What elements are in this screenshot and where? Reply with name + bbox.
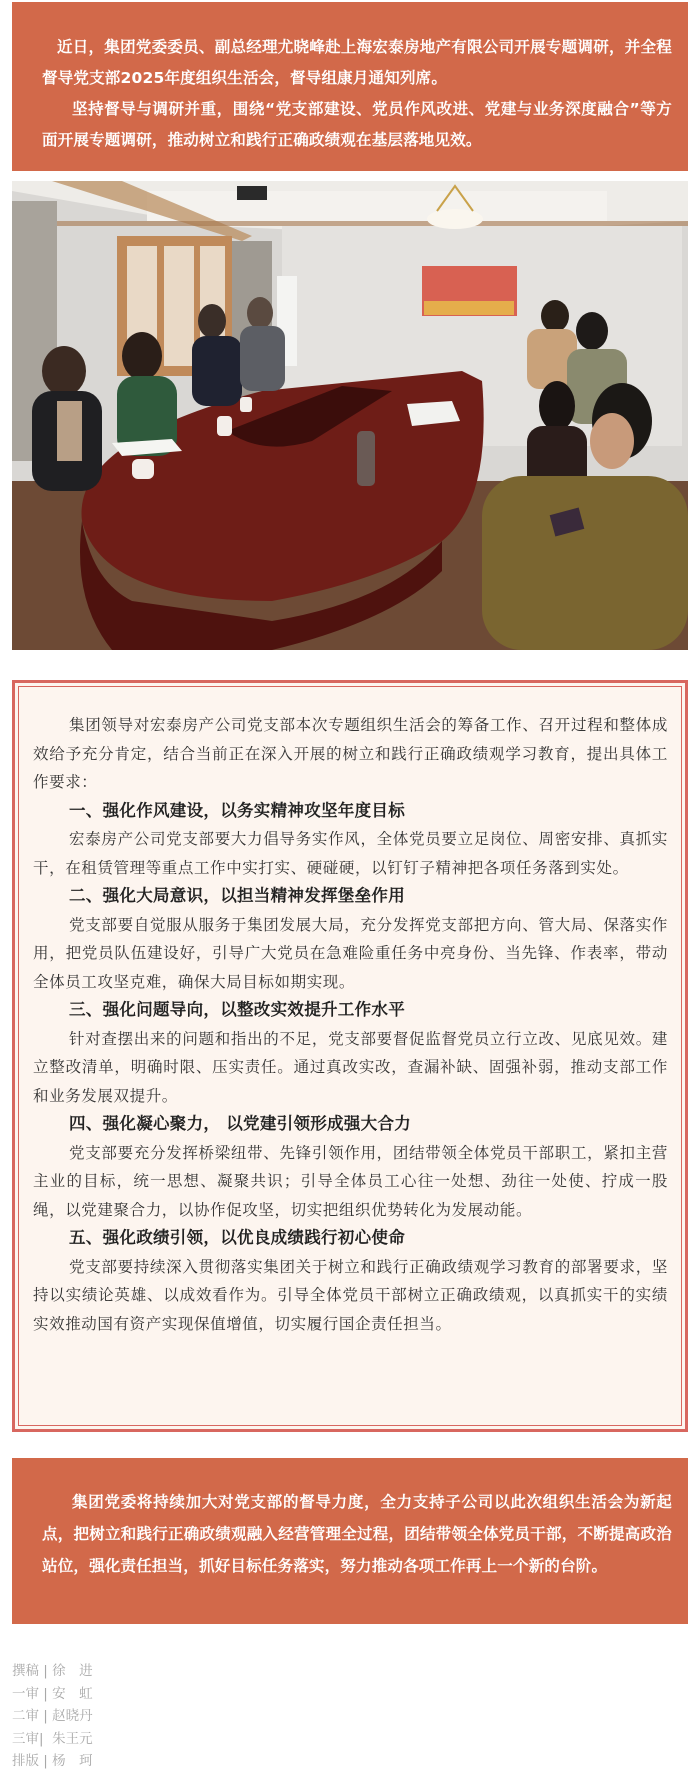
credit-role: 撰稿	[12, 1663, 39, 1679]
credit-separator: |	[39, 1753, 53, 1770]
credit-separator: |	[39, 1663, 53, 1679]
section-body-5: 党支部要持续深入贯彻落实集团关于树立和践行正确政绩观学习教育的部署要求，坚持以实绩论英雄、以成效看作为。引导全体党员干部树立正确政绩观，以真抓实干的实绩实效推动国有资产实现保值增值，切实履行国企责任担当。	[33, 1257, 668, 1333]
credit-separator: |	[39, 1730, 53, 1747]
credit-role: 三审	[12, 1730, 39, 1747]
section-heading-5: 五、强化政绩引领，以优良成绩践行初心使命	[69, 1228, 405, 1247]
requirements-opening: 集团领导对宏泰房产公司党支部本次专题组织生活会的筹备工作、召开过程和整体成效给予充分肯定，结合当前正在深入开展的树立和践行正确政绩观学习教育，提出具体工作要求：	[33, 716, 668, 791]
section-heading-3: 三、强化问题导向，以整改实效提升工作水平	[69, 1000, 405, 1019]
credit-row-writer	[12, 1660, 93, 1683]
credit-name: 赵晓丹	[52, 1708, 93, 1725]
credit-separator: |	[39, 1685, 53, 1702]
intro-box	[12, 2, 688, 171]
intro-paragraph: 坚持督导与调研并重，围绕“党支部建设、党员作风改进、党建与业务深度融合”等方面开展专题调研，推动树立和践行正确政绩观在基层落地见效。	[42, 100, 672, 149]
conference-room-illustration	[12, 181, 688, 650]
credit-role: 一审	[12, 1685, 39, 1702]
section-body-4: 党支部要充分发挥桥梁纽带、先锋引领作用，团结带领全体党员干部职工，紧扣主营主业的目标，统一思想、凝聚共识；引导全体员工心往一处想、劲往一处使、拧成一股绳，以党建聚合力，以协作促攻坚，切实把组织优势转化为发展动能。	[33, 1143, 668, 1219]
section-heading-4: 四、强化凝心聚力， 以党建引领形成强大合力	[69, 1114, 412, 1133]
credit-name: 朱王元	[52, 1730, 93, 1747]
credit-row-review-3	[12, 1728, 93, 1751]
section-body-2: 党支部要自觉服从服务于集团发展大局，充分发挥党支部把方向、管大局、保落实作用，把党员队伍建设好，引导广大党员在急难险重任务中亮身份、当先锋、作表率，带动全体员工攻坚克难，确保大局目标如期实现。	[33, 915, 668, 991]
credit-name: 徐 进	[52, 1663, 93, 1679]
section-heading-1: 一、强化作风建设，以务实精神攻坚年度目标	[69, 800, 405, 820]
credit-name: 杨 珂	[52, 1753, 93, 1770]
section-body-1: 宏泰房产公司党支部要大力倡导务实作风，全体党员要立足岗位、周密安排、真抓实干，在租赁管理等重点工作中实打实、硬碰硬，以钉钉子精神把各项任务落到实处。	[33, 830, 668, 877]
closing-box	[12, 1458, 688, 1624]
intro-paragraph: 近日，集团党委委员、副总经理尤晓峰赴上海宏泰房地产有限公司开展专题调研，并全程督导党支部2025年度组织生活会，督导组康月通知列席。	[42, 38, 672, 87]
section-body-3: 针对查摆出来的问题和指出的不足，党支部要督促监督党员立行立改、见底见效。建立整改清单，明确时限、压实责任。通过真改实改，查漏补缺、固强补弱，推动支部工作和业务发展双提升。	[33, 1029, 668, 1105]
requirements-inner-frame	[18, 686, 682, 1426]
credit-row-layout	[12, 1750, 93, 1770]
credit-role: 二审	[12, 1708, 39, 1725]
credit-role: 排版	[12, 1753, 39, 1770]
meeting-photo	[12, 181, 688, 650]
credit-name: 安 虹	[52, 1685, 93, 1702]
credit-row-review-2	[12, 1705, 93, 1728]
section-heading-2: 二、强化大局意识，以担当精神发挥堡垒作用	[69, 886, 405, 905]
requirements-box	[12, 680, 688, 1432]
credit-separator: |	[39, 1708, 53, 1725]
credit-row-review-1	[12, 1683, 93, 1706]
closing-paragraph: 集团党委将持续加大对党支部的督导力度，全力支持子公司以此次组织生活会为新起点，把树立和践行正确政绩观融入经营管理全过程，团结带领全体党员干部，不断提高政治站位，强化责任担当，抓好目标任务落实，努力推动各项工作再上一个新的台阶。	[42, 1493, 672, 1575]
credits	[12, 1660, 93, 1770]
